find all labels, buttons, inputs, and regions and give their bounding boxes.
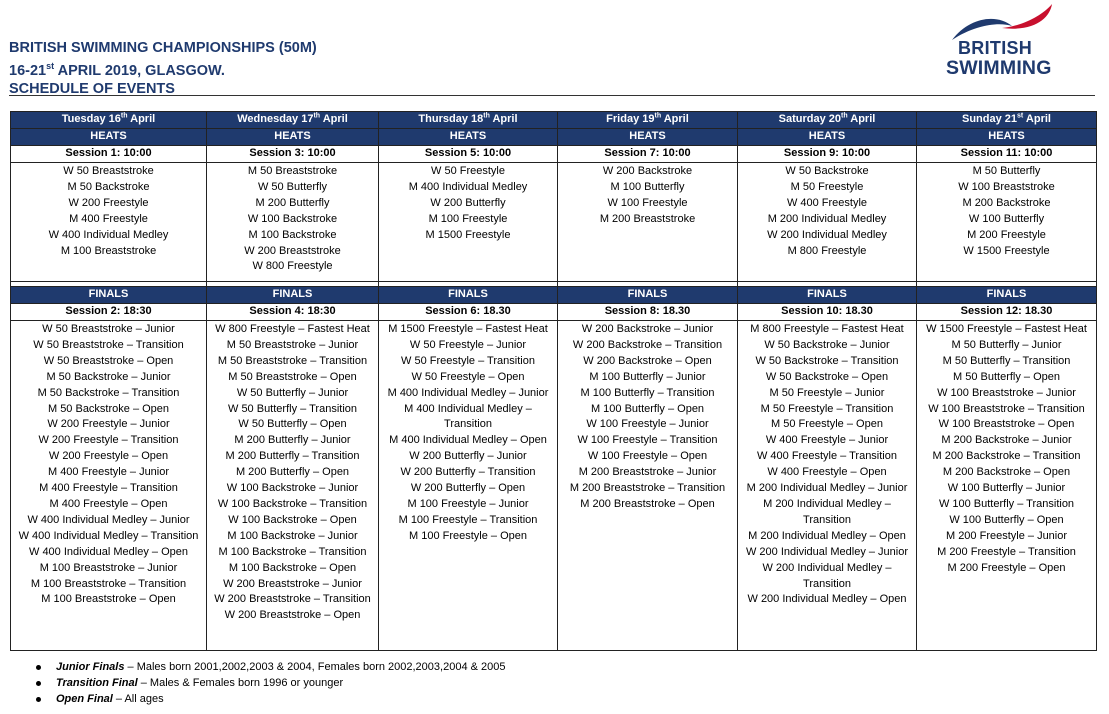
event-item: W 100 Breaststroke	[958, 180, 1055, 193]
heats-event-list	[558, 163, 738, 282]
session-time: Session 10: 18.30	[738, 304, 917, 321]
session-time: Session 2: 18:30	[11, 304, 207, 321]
note-term: Open Final	[56, 693, 113, 705]
logo-text-british: BRITISH	[958, 38, 1033, 58]
event-item: M 50 Backstroke – Junior	[46, 370, 171, 383]
event-item: M 200 Backstroke – Open	[942, 466, 1071, 479]
event-item: M 200 Backstroke	[962, 196, 1051, 209]
event-item: W 200 Butterfly – Open	[410, 482, 526, 495]
event-item: M 50 Freestyle – Junior	[769, 386, 885, 399]
event-item: M 100 Butterfly	[610, 180, 685, 193]
finals-label: FINALS	[207, 287, 379, 304]
note-item	[36, 675, 505, 691]
event-item: M 400 Freestyle – Transition	[39, 482, 178, 495]
event-item: W 200 Individual Medley – Open	[747, 593, 907, 606]
event-item: W 200 Breaststroke – Junior	[223, 577, 362, 590]
event-item: W 200 Freestyle – Transition	[38, 434, 179, 447]
event-item: W 200 Freestyle	[68, 196, 149, 209]
event-item: W 100 Backstroke – Transition	[217, 497, 368, 510]
title-line-2	[9, 57, 317, 80]
event-item: W 50 Backstroke – Junior	[764, 338, 890, 351]
event-item: W 200 Butterfly	[430, 196, 506, 209]
event-item: W 100 Breaststroke – Open	[938, 418, 1075, 431]
finals-label: FINALS	[738, 287, 917, 304]
event-item: M 100 Breaststroke – Transition	[30, 577, 187, 590]
finals-events-row	[11, 321, 1097, 651]
session-time: Session 4: 18:30	[207, 304, 379, 321]
day-month: April	[320, 113, 348, 125]
schedule-table	[10, 111, 1097, 651]
event-item: W 50 Freestyle – Junior	[409, 338, 527, 351]
event-item: M 100 Butterfly – Transition	[580, 386, 715, 399]
day-name: Thursday 18	[418, 113, 484, 125]
event-item: W 100 Butterfly	[968, 212, 1045, 225]
heats-event-list	[207, 163, 379, 282]
event-item: W 100 Butterfly – Junior	[947, 482, 1066, 495]
event-item: M 200 Butterfly	[255, 196, 330, 209]
event-item: M 200 Backstroke – Transition	[932, 450, 1081, 463]
event-item: W 200 Freestyle – Junior	[47, 418, 170, 431]
day-ordinal: st	[1017, 112, 1024, 120]
british-swimming-logo	[942, 2, 1062, 82]
event-item: W 400 Freestyle – Junior	[765, 434, 889, 447]
session-time: Session 7: 10:00	[558, 146, 738, 163]
event-item: M 200 Breaststroke – Junior	[578, 466, 717, 479]
day-name: Friday 19	[606, 113, 655, 125]
note-item	[36, 691, 505, 707]
day-header	[917, 112, 1097, 129]
event-item: W 400 Individual Medley – Transition	[18, 529, 199, 542]
event-item: M 200 Freestyle	[967, 228, 1046, 241]
finals-event-list	[917, 321, 1097, 651]
event-item: M 100 Backstroke – Transition	[218, 545, 367, 558]
event-item: W 200 Individual Medley – Junior	[745, 545, 909, 558]
day-name: Sunday 21	[962, 113, 1018, 125]
heats-event-list	[11, 163, 207, 282]
event-item: W 50 Butterfly – Junior	[236, 386, 349, 399]
event-item: W 200 Butterfly – Transition	[400, 466, 536, 479]
finals-event-list	[738, 321, 917, 651]
session-time: Session 5: 10:00	[379, 146, 558, 163]
event-item: W 400 Individual Medley	[48, 228, 169, 241]
bullet-icon	[36, 697, 41, 702]
day-ordinal: th	[654, 112, 662, 120]
event-item: M 200 Individual Medley – Open	[748, 529, 906, 542]
finals-event-list	[379, 321, 558, 651]
finals-label: FINALS	[917, 287, 1097, 304]
event-item: M 400 Individual Medley – Transition	[404, 402, 532, 431]
event-item: W 400 Individual Medley – Open	[29, 545, 188, 558]
heats-label: HEATS	[917, 129, 1097, 146]
session-time: Session 8: 18.30	[558, 304, 738, 321]
event-item: M 50 Freestyle – Open	[771, 418, 883, 431]
event-item: M 100 Breaststroke – Junior	[39, 561, 178, 574]
event-item: M 50 Breaststroke – Transition	[217, 354, 368, 367]
event-item: M 50 Breaststroke	[247, 165, 338, 177]
event-item: W 200 Backstroke – Open	[583, 354, 712, 367]
finals-event-list	[11, 321, 207, 651]
event-item: W 50 Butterfly – Transition	[228, 402, 357, 415]
heats-label: HEATS	[379, 129, 558, 146]
event-item: W 100 Breaststroke – Transition	[928, 402, 1085, 415]
event-item: W 200 Backstroke – Junior	[581, 323, 714, 335]
day-ordinal: th	[120, 112, 128, 120]
event-item: M 400 Individual Medley – Open	[389, 434, 547, 447]
event-item: W 50 Butterfly	[257, 180, 328, 193]
event-item: W 400 Freestyle – Open	[767, 466, 887, 479]
day-month: April	[847, 113, 876, 125]
event-item: M 100 Freestyle – Transition	[398, 513, 538, 526]
event-item: W 100 Backstroke – Open	[228, 513, 357, 526]
event-item: M 50 Butterfly – Junior	[951, 338, 1062, 351]
event-item: W 100 Freestyle – Transition	[577, 434, 718, 447]
heats-label: HEATS	[738, 129, 917, 146]
event-item: W 200 Breaststroke	[244, 244, 341, 257]
event-item: W 200 Backstroke	[602, 165, 693, 177]
event-item: M 100 Freestyle	[428, 212, 508, 225]
document-title	[9, 39, 317, 98]
note-text: – Males born 2001,2002,2003 & 2004, Females born 2002,2003,2004 & 2005	[124, 661, 506, 673]
event-item: M 200 Breaststroke	[599, 212, 696, 225]
event-item: M 200 Butterfly – Transition	[225, 450, 360, 463]
event-item: W 50 Breaststroke	[63, 165, 154, 177]
heats-event-list	[738, 163, 917, 282]
event-item: W 200 Individual Medley – Transition	[762, 561, 892, 590]
bullet-icon	[36, 665, 41, 670]
session-time: Session 6: 18.30	[379, 304, 558, 321]
day-ordinal: th	[841, 112, 848, 120]
event-item: M 200 Butterfly – Open	[235, 466, 350, 479]
event-item: W 100 Butterfly – Open	[949, 513, 1064, 526]
event-item: M 200 Individual Medley – Junior	[746, 482, 908, 495]
notes-list	[36, 659, 505, 707]
heats-label: HEATS	[11, 129, 207, 146]
day-month: April	[127, 113, 156, 125]
event-item: M 50 Freestyle	[790, 180, 864, 193]
event-item: W 200 Butterfly – Junior	[409, 450, 527, 463]
heats-label: HEATS	[558, 129, 738, 146]
session-time: Session 11: 10:00	[917, 146, 1097, 163]
header-divider	[9, 95, 1095, 96]
event-item: M 100 Freestyle – Open	[408, 529, 527, 542]
day-ordinal: th	[483, 112, 490, 120]
finals-label: FINALS	[11, 287, 207, 304]
title-date-rest: APRIL 2019, GLASGOW.	[54, 62, 225, 79]
event-item: W 800 Freestyle – Fastest Heat	[215, 323, 370, 335]
event-item: W 50 Freestyle – Transition	[401, 354, 535, 367]
event-item: M 400 Individual Medley – Junior	[387, 386, 549, 399]
bullet-icon	[36, 681, 41, 686]
event-item: M 100 Breaststroke	[60, 244, 157, 257]
event-item: W 100 Butterfly – Transition	[938, 497, 1075, 510]
event-item: W 50 Breaststroke – Transition	[33, 338, 184, 351]
event-item: M 100 Backstroke	[248, 228, 337, 241]
finals-label: FINALS	[558, 287, 738, 304]
heats-events-row	[11, 163, 1097, 282]
day-header	[11, 112, 207, 129]
day-name: Saturday 20	[778, 113, 842, 125]
note-text: – Males & Females born 1996 or younger	[137, 677, 344, 689]
note-term: Transition Final	[56, 677, 138, 689]
event-item: W 50 Backstroke – Open	[765, 370, 889, 383]
event-item: W 200 Freestyle – Open	[48, 450, 169, 463]
event-item: W 400 Individual Medley – Junior	[27, 513, 190, 526]
event-item: M 200 Individual Medley – Transition	[763, 497, 891, 526]
event-item: W 50 Backstroke	[785, 165, 869, 177]
event-item: M 100 Backstroke – Open	[228, 561, 357, 574]
event-item: M 50 Backstroke – Transition	[37, 386, 180, 399]
logo-text-swimming: SWIMMING	[946, 57, 1052, 79]
event-item: M 200 Freestyle – Transition	[937, 545, 1076, 558]
finals-session-row	[11, 304, 1097, 321]
title-line-1: BRITISH SWIMMING CHAMPIONSHIPS (50M)	[9, 40, 317, 56]
note-term: Junior Finals	[56, 661, 125, 673]
event-item: M 100 Butterfly – Junior	[589, 370, 706, 383]
event-item: M 200 Freestyle – Junior	[945, 529, 1068, 542]
event-item: W 50 Butterfly – Open	[238, 418, 347, 431]
heats-label-row	[11, 129, 1097, 146]
event-item: W 100 Backstroke	[247, 212, 338, 225]
event-item: M 1500 Freestyle – Fastest Heat	[388, 323, 548, 335]
day-ordinal: th	[313, 112, 321, 120]
event-item: M 100 Butterfly – Open	[590, 402, 705, 415]
finals-label: FINALS	[379, 287, 558, 304]
event-item: W 50 Freestyle	[431, 165, 505, 177]
event-item: M 50 Butterfly	[972, 165, 1041, 177]
event-item: W 100 Freestyle – Junior	[586, 418, 709, 431]
event-item: W 50 Backstroke – Transition	[755, 354, 899, 367]
event-item: M 50 Breaststroke – Junior	[226, 338, 359, 351]
finals-label-row	[11, 287, 1097, 304]
event-item: W 50 Freestyle – Open	[411, 370, 525, 383]
event-item: M 50 Backstroke	[67, 180, 150, 193]
note-text: – All ages	[112, 693, 164, 705]
event-item: W 800 Freestyle	[252, 260, 333, 273]
event-item: M 200 Breaststroke – Open	[580, 497, 715, 510]
title-line-3: SCHEDULE OF EVENTS	[9, 80, 175, 97]
session-time: Session 9: 10:00	[738, 146, 917, 163]
event-item: M 50 Backstroke – Open	[47, 402, 170, 415]
session-time: Session 3: 10:00	[207, 146, 379, 163]
day-header	[558, 112, 738, 129]
event-item: M 200 Backstroke – Junior	[941, 434, 1072, 447]
day-month: April	[1023, 113, 1051, 125]
event-item: W 200 Backstroke – Transition	[572, 338, 723, 351]
event-item: M 50 Butterfly – Open	[953, 370, 1060, 383]
event-item: M 50 Butterfly – Transition	[942, 354, 1071, 367]
event-item: W 1500 Freestyle	[963, 244, 1050, 257]
event-item: M 400 Freestyle – Junior	[47, 466, 170, 479]
heats-label: HEATS	[207, 129, 379, 146]
session-time: Session 12: 18.30	[917, 304, 1097, 321]
title-date-suffix: st	[46, 61, 55, 71]
event-item: W 100 Breaststroke – Junior	[937, 386, 1076, 399]
session-time: Session 1: 10:00	[11, 146, 207, 163]
day-month: April	[661, 113, 689, 125]
event-item: W 200 Breaststroke – Open	[224, 609, 361, 622]
event-item: M 100 Freestyle – Junior	[407, 497, 529, 510]
event-item: M 200 Breaststroke – Transition	[569, 482, 726, 495]
heats-session-row	[11, 146, 1097, 163]
day-header	[207, 112, 379, 129]
event-item: M 50 Freestyle – Transition	[760, 402, 894, 415]
event-item: W 1500 Freestyle – Fastest Heat	[926, 323, 1087, 335]
event-item: M 50 Breaststroke – Open	[228, 370, 357, 383]
event-item: W 200 Breaststroke – Transition	[214, 593, 371, 606]
event-item: W 200 Individual Medley	[767, 228, 887, 241]
day-name: Wednesday 17	[237, 113, 314, 125]
day-header	[738, 112, 917, 129]
event-item: M 800 Freestyle	[787, 244, 867, 257]
event-item: M 400 Freestyle – Open	[49, 497, 168, 510]
event-item: W 100 Backstroke – Junior	[226, 482, 359, 495]
event-item: W 100 Freestyle	[607, 196, 688, 209]
finals-event-list	[558, 321, 738, 651]
day-month: April	[489, 113, 518, 125]
event-item: M 200 Freestyle – Open	[947, 561, 1066, 574]
event-item: M 400 Freestyle	[69, 212, 148, 225]
heats-event-list	[917, 163, 1097, 282]
heats-event-list	[379, 163, 558, 282]
event-item: M 200 Butterfly – Junior	[234, 434, 351, 447]
event-item: W 400 Freestyle – Transition	[756, 450, 897, 463]
note-item	[36, 659, 505, 675]
day-header-row	[11, 112, 1097, 129]
event-item: M 200 Individual Medley	[767, 212, 887, 225]
finals-event-list	[207, 321, 379, 651]
event-item: M 800 Freestyle – Fastest Heat	[750, 323, 904, 335]
event-item: W 400 Freestyle	[786, 196, 868, 209]
event-item: W 50 Breaststroke – Open	[43, 354, 174, 367]
title-date-start: 16-21	[9, 62, 47, 79]
event-item: W 50 Breaststroke – Junior	[42, 323, 175, 335]
day-name: Tuesday 16	[61, 113, 121, 125]
event-item: M 400 Individual Medley	[408, 180, 528, 193]
event-item: M 100 Breaststroke – Open	[41, 593, 176, 606]
day-header	[379, 112, 558, 129]
event-item: W 100 Freestyle – Open	[587, 450, 708, 463]
event-item: M 1500 Freestyle	[425, 228, 511, 241]
event-item: M 100 Backstroke – Junior	[227, 529, 358, 542]
